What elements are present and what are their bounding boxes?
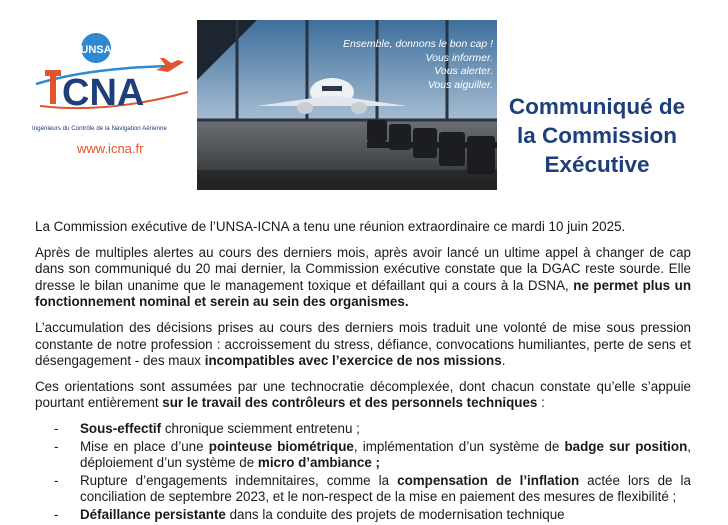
list-item [35,507,691,524]
header-banner [197,20,697,190]
paragraph-emphasis: incompatibles avec l’exercice de nos missions [204,353,502,369]
list-item [35,439,691,472]
list-item-text: actée lors de la conciliation de septembre 2023, et le non-respect de la mise en paiement des mesures de flexibilité ; [80,472,691,505]
paragraph-intro: La Commission exécutive de l’UNSA-ICNA a tenu une réunion extraordinaire ce mardi 10 juin 2025. [35,219,626,234]
motto-line: Vous informer. [425,51,493,64]
list-item-emphasis: badge sur position [564,438,688,454]
title-line: Communiqué de [508,94,686,119]
list-item-emphasis: Défaillance persistante [80,506,226,522]
paragraph-tail: : [537,395,545,411]
logo-tagline: Ingénieurs du Contrôle de la Navigation Aérienne [32,125,167,132]
paragraph-technocracy [35,379,691,412]
paragraph-text: L’accumulation des décisions prises au cours des derniers mois traduit une volonté de mise sous pression constante de notre profession : accroissement du stress, défiance, convocations humiliantes, perte de sens et désengagement - des maux [35,319,691,369]
list-item-text: Mise en place d’une [80,438,209,454]
paragraph-tail: . [501,353,506,369]
motto-line: Vous aiguiller. [427,78,493,91]
list-item-text: , déploiement d’un système de [80,438,691,471]
paragraph-text: Après de multiples alertes au cours des derniers mois, après avoir lancé un ultime appel à changer de cap dans son communiqué du 20 mai dernier, la Commission exécutive constate que la DGAC reste sourde. Elle dresse le bilan unanime que le management toxique et défaillant qui a cours à la DSNA, [35,244,691,293]
banner-motto [317,38,493,92]
motto-line: Vous alerter. [434,65,493,77]
list-item-text: Rupture d’engagements indemnitaires, comme la [80,472,398,488]
list-item-text: chronique sciemment entretenu ; [161,420,360,436]
document-title [497,92,697,179]
paragraph-emphasis: sur le travail des contrôleurs et des personnels techniques [162,395,538,411]
list-item-text: , implémentation d’un système de [353,438,565,454]
title-line: la Commission [516,123,678,148]
paragraph-text: Ces orientations sont assumées par une technocratie décomplexée, dont chacun constate qu’elle s’appuie pourtant entièrement [35,378,691,411]
paragraph-findings [35,245,691,311]
motto-line: Ensemble, donnons le bon cap ! [342,38,493,50]
paragraph-pressure [35,320,691,370]
communique-body [35,219,691,525]
icna-logo-graphic [28,26,208,126]
svg-text:CNA: CNA [62,72,145,114]
list-item-text: dans la conduite des projets de modernisation technique [225,506,565,522]
list-item-emphasis: Sous-effectif [80,420,162,436]
list-item-emphasis: micro d’ambiance ; [257,455,380,471]
paragraph-emphasis: ne permet plus un fonctionnement nominal et serein au sein des organismes. [35,277,691,310]
list-item-emphasis: compensation de l’inflation [397,472,580,488]
list-item-emphasis: pointeuse biométrique [208,438,354,454]
grievance-list [35,421,691,524]
icna-logo [28,26,208,156]
svg-text:UNSA: UNSA [80,44,112,56]
list-item [35,473,691,506]
list-item [35,421,691,438]
website-link[interactable]: www.icna.fr [77,141,144,156]
title-line: Exécutive [544,152,650,177]
